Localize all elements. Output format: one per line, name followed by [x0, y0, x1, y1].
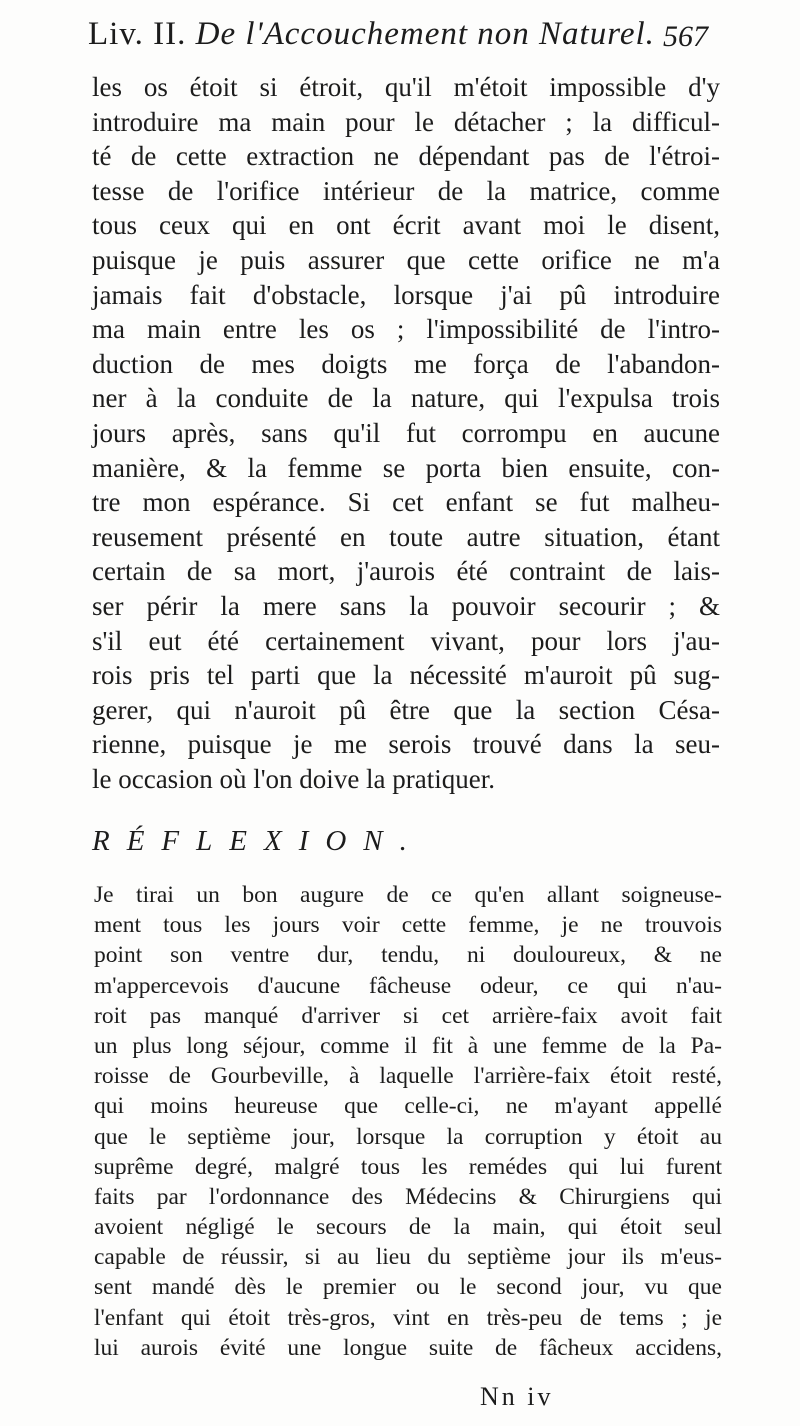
running-head: [88, 16, 708, 66]
running-head-prefix: Liv. II.: [88, 16, 187, 52]
text-line: Je tirai un bon augure de ce qu'en allant soigneuse-: [94, 882, 722, 908]
text-line: lui aurois évité une longue suite de fâcheux accidens,: [94, 1334, 722, 1361]
running-head-title: [88, 16, 655, 53]
text-line: faits par l'ordonnance des Médecins & Chirurgiens qui: [94, 1183, 722, 1210]
text-line: rienne, puisque je me serois trouvé dans la seu-: [92, 729, 720, 760]
text-line: les os étoit si étroit, qu'il m'étoit impossible d'y: [92, 72, 720, 102]
text-line: certain de sa mort, j'aurois été contraint de lais-: [92, 556, 720, 587]
text-line: ner à la conduite de la nature, qui l'expulsa trois: [92, 383, 720, 414]
text-line: suprême degré, malgré tous les remédes qui lui furent: [94, 1153, 722, 1180]
text-line: duction de mes doigts me força de l'abandon-: [92, 348, 720, 379]
text-line: jamais fait d'obstacle, lorsque j'ai pû introduire: [92, 279, 720, 310]
text-line: té de cette extraction ne dépendant pas de l'étroi-: [92, 141, 720, 172]
text-line: que le septième jour, lorsque la corruption y étoit au: [94, 1123, 722, 1150]
text-line: rois pris tel parti que la nécessité m'auroit pû sug-: [92, 660, 720, 691]
text-line: tous ceux qui en ont écrit avant moi le disent,: [92, 210, 720, 241]
text-line: point son ventre dur, tendu, ni douloureux, & ne: [94, 942, 722, 969]
text-line: un plus long séjour, comme il fit à une femme de la Pa-: [94, 1032, 722, 1059]
text-line: avoient négligé le secours de la main, qui étoit seul: [94, 1214, 722, 1241]
running-head-chapter-title: De l'Accouchement non Naturel.: [195, 16, 655, 52]
section-heading: RÉFLEXION.: [92, 825, 424, 857]
text-line-last: le occasion où l'on doive la pratiquer.: [92, 763, 495, 794]
text-line: ma main entre les os ; l'impossibilité de l'intro-: [92, 314, 720, 345]
text-line: roisse de Gourbeville, à laquelle l'arrière-faix étoit resté,: [94, 1063, 722, 1090]
text-line: manière, & la femme se porta bien ensuite, con-: [92, 452, 720, 483]
text-line: gerer, qui n'auroit pû être que la section Césa-: [92, 694, 720, 725]
signature-mark: Nn iv: [480, 1382, 554, 1411]
text-line: ser périr la mere sans la pouvoir secourir ; &: [92, 590, 720, 621]
text-line: reusement présenté en toute autre situation, étant: [92, 521, 720, 552]
text-line: l'enfant qui étoit très-gros, vint en très-peu de tems ; je: [94, 1304, 722, 1331]
text-line: tesse de l'orifice intérieur de la matrice, comme: [92, 175, 720, 206]
text-line: qui moins heureuse que celle-ci, ne m'ayant appellé: [94, 1093, 722, 1120]
text-line: tre mon espérance. Si cet enfant se fut malheu-: [92, 487, 720, 518]
text-line: s'il eut été certainement vivant, pour lors j'au-: [92, 625, 720, 656]
text-line: roit pas manqué d'arriver si cet arrière-faix avoit fait: [94, 1002, 722, 1029]
text-line: introduire ma main pour le détacher ; la difficul-: [92, 106, 720, 137]
text-line: capable de réussir, si au lieu du septième jour ils m'eus-: [94, 1244, 722, 1271]
text-line: m'appercevois d'aucune fâcheuse odeur, ce qui n'au-: [94, 972, 722, 999]
text-line: sent mandé dès le premier ou le second jour, vu que: [94, 1274, 722, 1301]
paragraph-main-text: [92, 70, 720, 796]
text-line: puisque je puis assurer que cette orifice ne m'a: [92, 244, 720, 275]
paragraph-reflexion-text: [94, 880, 722, 1363]
text-line: jours après, sans qu'il fut corrompu en aucune: [92, 417, 720, 448]
page-number: 567: [663, 20, 708, 53]
text-line: ment tous les jours voir cette femme, je ne trouvois: [94, 912, 722, 939]
